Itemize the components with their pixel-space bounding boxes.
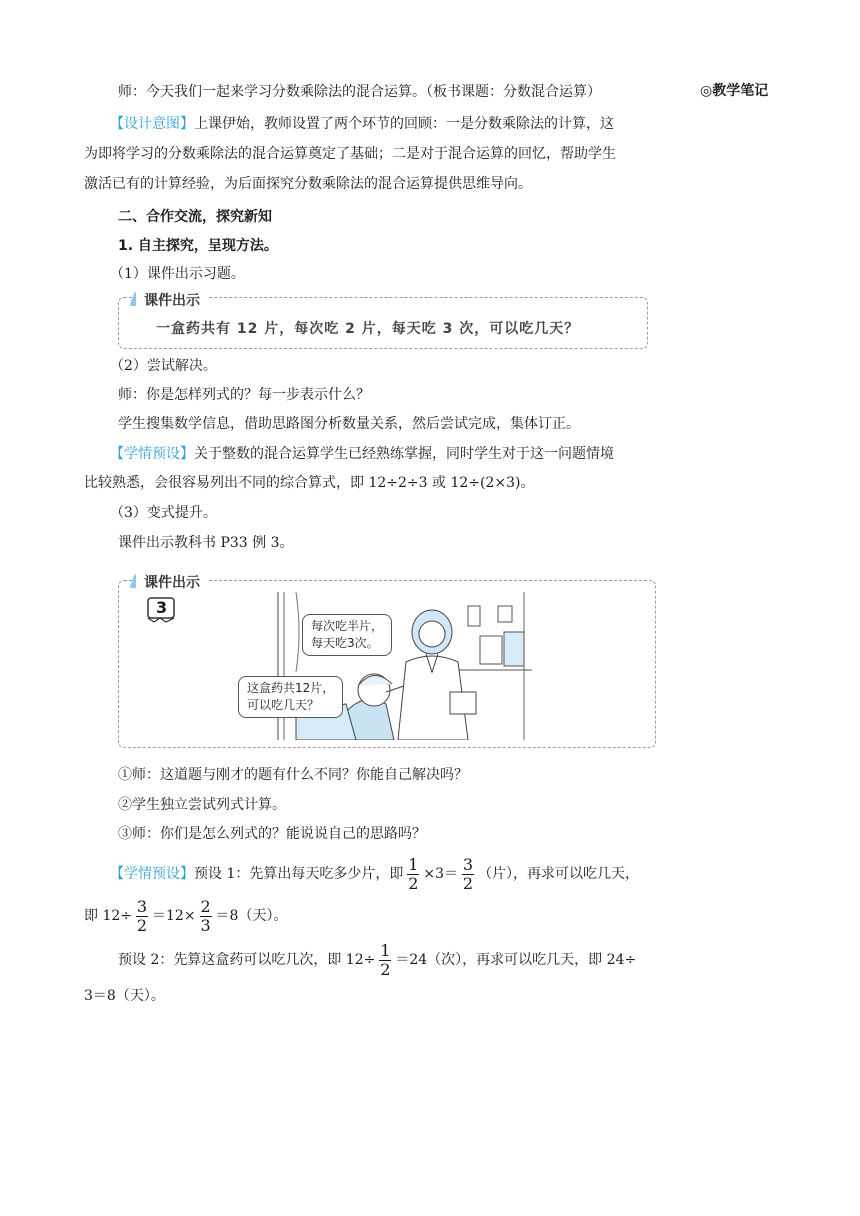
fraction-numerator: 1 (408, 854, 419, 874)
design-intent-line-3: 激活已有的计算经验，为后面探究分数乘除法的混合运算提供思维导向。 (84, 176, 532, 192)
preset-1-text-f: ＝8（天）。 (215, 908, 288, 924)
design-intent-tag: 【设计意图】 (110, 116, 194, 132)
learning-preset-text-1: 关于整数的混合运算学生已经熟练掌握，同时学生对于这一问题情境 (194, 446, 614, 462)
student-activity-line: 学生搜集数学信息，借助思路图分析数量关系，然后尝试完成，集体订正。 (118, 416, 580, 432)
preset-1-text-d: 即 12÷ (84, 908, 132, 924)
preset-1-text-b: ×3＝ (423, 866, 458, 882)
preset-1-line-2 (84, 894, 287, 938)
preset-2-text-b: ＝24（次），再求可以吃几天，即 24÷ (395, 952, 637, 968)
preset-1-line-1 (110, 852, 639, 896)
discussion-point-1: ①师：这道题与刚才的题有什么不同？你能自己解决吗？ (118, 767, 468, 783)
courseware-title-2: 课件出示 (136, 572, 208, 592)
girl-speech-line-2: 可以吃几天？ (247, 698, 320, 712)
teaching-notes-label: ◎教学笔记 (700, 83, 769, 99)
teacher-speech-line-1: 每次吃半片， (311, 619, 384, 633)
fraction-one-half-a (407, 856, 419, 893)
teacher-question-1: 师：你是怎样列式的？每一步表示什么？ (118, 387, 370, 403)
fraction-numerator: 2 (200, 896, 211, 916)
preset-1-text-e: ＝12× (152, 908, 196, 924)
design-intent-line-2: 为即将学习的分数乘除法的混合运算奠定了基础；二是对于混合运算的回忆，帮助学生 (84, 146, 616, 162)
preset-2-line-2: 3＝8（天）。 (84, 988, 165, 1004)
fraction-three-halves (462, 856, 474, 893)
learning-preset-tag-1: 【学情预设】 (110, 446, 194, 462)
preset-1-text-c: （片），再求可以吃几天， (478, 866, 639, 882)
teacher-intro-line: 师：今天我们一起来学习分数乘除法的混合运算。（板书课题：分数混合运算） (118, 84, 601, 100)
problem-text: 一盒药共有 12 片，每次吃 2 片，每天吃 3 次，可以吃几天？ (156, 321, 580, 337)
preset-2-line-1 (118, 938, 636, 982)
step-2-label: （2）尝试解决。 (110, 358, 217, 374)
girl-speech-bubble (238, 676, 343, 718)
teacher-speech-bubble (302, 614, 392, 656)
fraction-denominator: 2 (136, 915, 148, 935)
section-heading: 二、合作交流，探究新知 (118, 209, 272, 225)
learning-preset-tag-2: 【学情预设】 (110, 866, 194, 882)
discussion-point-3: ③师：你们是怎么列式的？能说说自己的思路吗？ (118, 826, 426, 842)
girl-speech-line-1: 这盒药共12片， (247, 681, 335, 695)
fraction-denominator: 2 (380, 959, 391, 979)
fraction-denominator: 2 (462, 873, 474, 893)
preset-1-text-a: 预设 1：先算出每天吃多少片，即 (194, 866, 404, 882)
discussion-point-2: ②学生独立尝试列式计算。 (118, 797, 286, 813)
step-1-label: （1）课件出示习题。 (110, 266, 245, 282)
example-number-badge (146, 596, 178, 624)
example-number: 3 (156, 598, 168, 617)
fraction-denominator: 2 (408, 873, 419, 893)
fraction-denominator: 3 (200, 915, 211, 935)
teacher-speech-line-2: 每天吃3次。 (311, 636, 379, 650)
subsection-heading: 1. 自主探究，呈现方法。 (118, 238, 278, 254)
fraction-three-halves-b (136, 898, 148, 935)
fraction-two-thirds (200, 898, 212, 935)
fraction-numerator: 3 (462, 854, 474, 874)
design-intent-line-1 (110, 114, 614, 134)
step-3-label: （3）变式提升。 (110, 505, 217, 521)
courseware-title-1: 课件出示 (136, 290, 208, 310)
learning-preset-line-2: 比较熟悉，会很容易列出不同的综合算式，即 12÷2÷3 或 12÷(2×3)。 (84, 475, 535, 491)
learning-preset-line-1 (110, 444, 614, 464)
textbook-reference: 课件出示教科书 P33 例 3。 (118, 535, 294, 551)
fraction-numerator: 1 (380, 940, 391, 960)
design-intent-text-1: 上课伊始，教师设置了两个环节的回顾：一是分数乘除法的计算，这 (194, 116, 614, 132)
preset-2-text-a: 预设 2：先算这盒药可以吃几次，即 12÷ (118, 952, 376, 968)
fraction-one-half-b (379, 942, 391, 979)
fraction-numerator: 3 (136, 896, 148, 916)
